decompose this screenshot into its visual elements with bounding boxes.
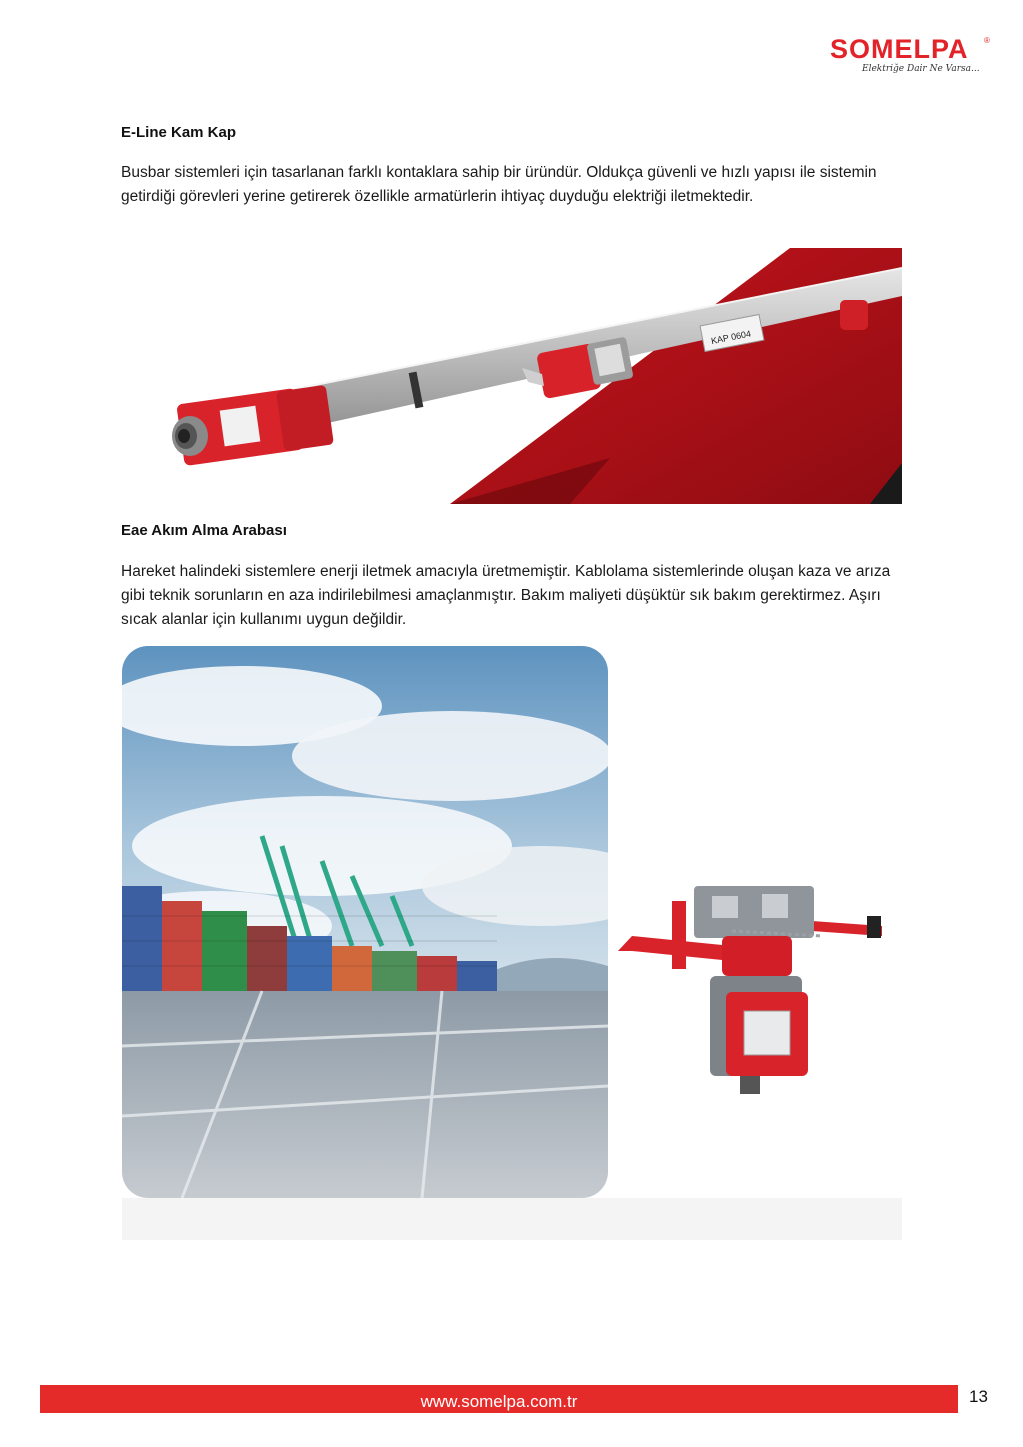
eline-kam-kap-image (150, 248, 902, 504)
akim-alma-arabasi-image (122, 646, 902, 1240)
section-body-akim-alma-arabasi: Hareket halindeki sistemlere enerji iletmek amacıyla üretmemiştir. Kablolama sistemlerinde oluşan kaza ve arıza gibi teknik sorunların en aza indirilebilmesi amaçlanmıştır. Bakım maliyeti düşüktür sık bakım gerektirmez. Aşırı sıcak alanlar için kullanımı uygun değildir. (121, 563, 891, 628)
brand-tagline: Elektriğe Dair Ne Varsa... (862, 64, 980, 74)
brand-name: SOMELPA (830, 34, 969, 64)
footer-website-link[interactable]: www.somelpa.com.tr (420, 1392, 578, 1411)
page-number: 13 (969, 1387, 988, 1406)
section-title-akim-alma-arabasi: Eae Akım Alma Arabası (121, 522, 287, 539)
svg-text:KAP 0604: KAP 0604 (710, 328, 752, 347)
registered-mark: ® (984, 36, 990, 45)
section-title-eline-kam-kap: E-Line Kam Kap (121, 124, 237, 141)
section-body-eline-kam-kap: Busbar sistemleri için tasarlanan farklı kontaklara sahip bir üründür. Oldukça güvenli ve hızlı yapısı ile sistemin getirdiği görevleri yerine getirerek özellikle armatürlerin ihtiyaç duyduğu elektriği iletmektedir. (121, 164, 877, 205)
footer-bar (40, 1385, 958, 1413)
brand-logo (826, 34, 996, 80)
